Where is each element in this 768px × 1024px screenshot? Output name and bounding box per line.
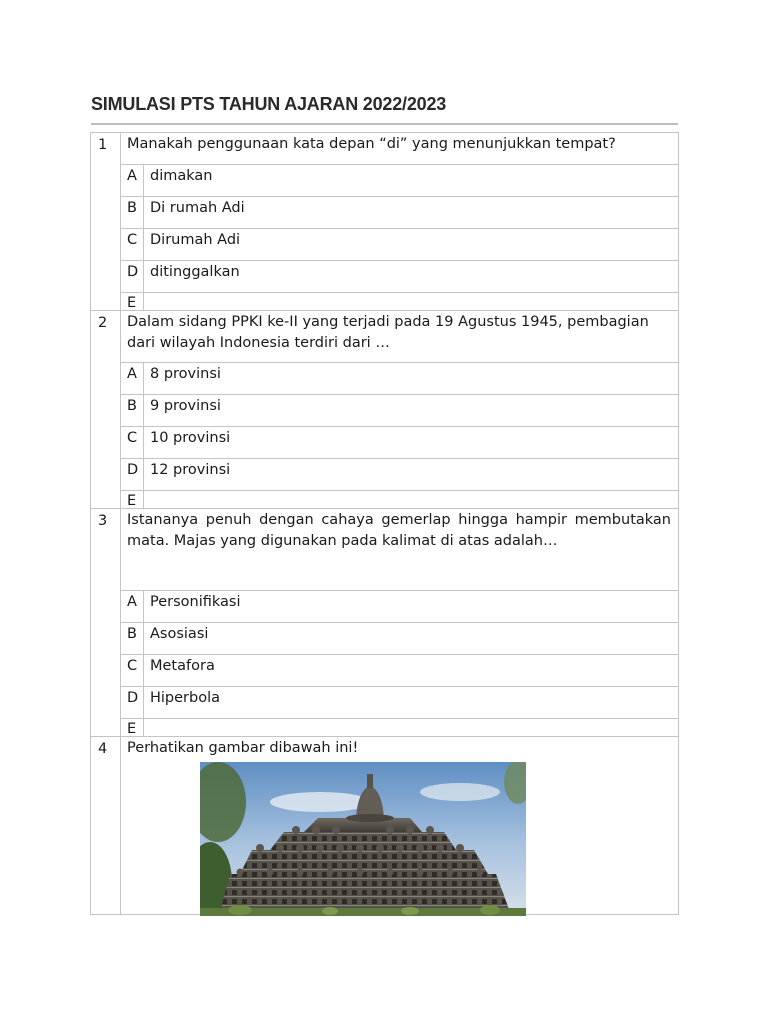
option-text: 10 provinsi [144, 427, 679, 459]
option-text [144, 719, 679, 737]
option-row[interactable] [91, 687, 679, 719]
option-row[interactable] [91, 719, 679, 737]
option-row[interactable] [91, 491, 679, 509]
option-row[interactable] [91, 261, 679, 293]
option-text: Hiperbola [144, 687, 679, 719]
option-row[interactable] [91, 427, 679, 459]
option-row[interactable] [91, 459, 679, 491]
option-row[interactable] [91, 229, 679, 261]
question-1-row [91, 133, 679, 165]
option-letter: A [121, 591, 144, 623]
option-row[interactable] [91, 591, 679, 623]
option-row[interactable] [91, 623, 679, 655]
question-3-row [91, 509, 679, 591]
option-row[interactable] [91, 165, 679, 197]
page-title: SIMULASI PTS TAHUN AJARAN 2022/2023 [91, 94, 447, 114]
option-row[interactable] [91, 197, 679, 229]
option-letter: D [121, 459, 144, 491]
option-text: 12 provinsi [144, 459, 679, 491]
option-row[interactable] [91, 363, 679, 395]
question-number: 4 [91, 737, 121, 915]
option-letter: E [121, 491, 144, 509]
option-letter: B [121, 197, 144, 229]
question-2-row [91, 311, 679, 363]
question-number: 2 [91, 311, 121, 363]
option-text: 9 provinsi [144, 395, 679, 427]
question-text: Dalam sidang PPKI ke-II yang terjadi pada 19 Agustus 1945, pembagian dari wilayah Indonesia terdiri dari … [121, 311, 679, 363]
option-row[interactable] [91, 655, 679, 687]
option-letter: A [121, 363, 144, 395]
temple-photo [200, 762, 526, 916]
option-text: Di rumah Adi [144, 197, 679, 229]
option-letter: C [121, 229, 144, 261]
option-letter: B [121, 395, 144, 427]
option-letter: B [121, 623, 144, 655]
title-divider [91, 123, 678, 125]
option-letter: C [121, 655, 144, 687]
question-text: Perhatikan gambar dibawah ini! [121, 737, 679, 915]
question-number: 3 [91, 509, 121, 591]
option-letter: C [121, 427, 144, 459]
option-row[interactable] [91, 395, 679, 427]
option-letter: D [121, 261, 144, 293]
question-text: Istananya penuh dengan cahaya gemerlap hingga hampir membutakan mata. Majas yang digunakan pada kalimat di atas adalah… [121, 509, 679, 591]
option-letter: E [121, 293, 144, 311]
option-text: Asosiasi [144, 623, 679, 655]
option-letter: E [121, 719, 144, 737]
option-text: Dirumah Adi [144, 229, 679, 261]
option-text [144, 491, 679, 509]
option-text: ditinggalkan [144, 261, 679, 293]
question-text: Manakah penggunaan kata depan “di” yang menunjukkan tempat? [121, 133, 679, 165]
option-letter: D [121, 687, 144, 719]
question-number: 1 [91, 133, 121, 165]
option-text: Metafora [144, 655, 679, 687]
option-text: 8 provinsi [144, 363, 679, 395]
option-text [144, 293, 679, 311]
option-letter: A [121, 165, 144, 197]
option-text: Personifikasi [144, 591, 679, 623]
option-text: dimakan [144, 165, 679, 197]
option-row[interactable] [91, 293, 679, 311]
